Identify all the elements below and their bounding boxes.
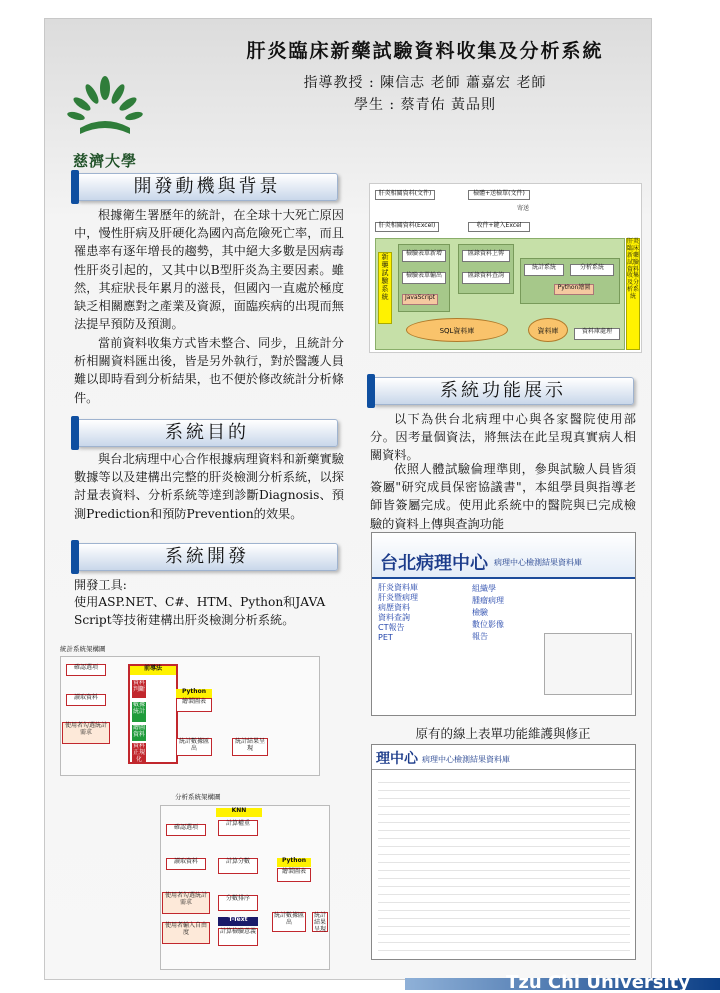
flow1-python: Python xyxy=(176,689,212,698)
university-logo xyxy=(64,76,146,171)
flow2-p4: 使用者輸入自由度 xyxy=(162,922,210,944)
arch-b9: 資料庫處理 xyxy=(574,328,620,340)
tools-label: 開發工具: xyxy=(74,578,127,592)
arch-db1: SQL資料庫 xyxy=(406,318,508,342)
screenshot1-subtitle: 病理中心檢測結果資料庫 xyxy=(494,558,582,567)
flow2-t1: 計算檢驗意義 xyxy=(218,928,258,946)
students: 學生 : 蔡青佑 黃品則 xyxy=(353,97,497,113)
arch-db2: 資料庫 xyxy=(528,318,568,342)
flow1-c1: 資料判斷 xyxy=(132,680,146,698)
tree-item: 組織學 xyxy=(472,584,496,593)
screenshot2-form-rows xyxy=(378,775,630,955)
poster-title: 肝炎臨床新藥試驗資料收集及分析系統 xyxy=(246,40,604,62)
arch-excel2: 收件+鍵入Excel xyxy=(468,222,530,232)
features-p2: 依照人體試驗倫理準則，參與試驗人員皆須簽屬"研究成員保密協議書"，本組學員與指導老師皆簽屬完成。使用此系統中的醫院與已完成檢驗的資料上傳與查詢功能 xyxy=(370,462,636,531)
arch-right-label: 肝炎臨床新藥試驗資料收集及分析系統 xyxy=(626,238,640,350)
tree-item: 資料查詢 xyxy=(378,613,410,622)
screenshot-caption: 原有的線上表單功能維護與修正 xyxy=(415,726,591,741)
tree-item: 腫瘤病理 xyxy=(472,596,504,605)
flow1-top: 前導法 xyxy=(130,666,176,675)
arch-b7: 分析系統 xyxy=(570,264,614,276)
heading-motivation: 開發動機與背景 xyxy=(76,173,338,201)
arch-b2: 檢驗表單輸出 xyxy=(402,272,446,284)
tree-item: 檢驗 xyxy=(472,608,488,617)
flow2-p3: 使用者勾選統計需求 xyxy=(162,892,210,914)
tree-item: CT報告 xyxy=(378,623,405,632)
screenshot1-site-title: 台北病理中心 xyxy=(380,553,488,574)
flow1-p3: 使用者勾選統計需求 xyxy=(62,722,110,744)
screenshot2-site-title: 理中心 xyxy=(376,751,418,767)
screenshot1-header xyxy=(372,533,635,579)
flow2-knn: KNN xyxy=(216,808,262,817)
flow2-p1: 確認選項 xyxy=(166,824,206,836)
flow2-k1: 計算權重 xyxy=(218,820,258,836)
flow1-d2: 統計數據匯出 xyxy=(176,738,212,756)
arch-excel1: 肝炎相關資料(Excel) xyxy=(375,222,439,232)
arch-mail: 寄送 xyxy=(516,205,529,212)
flow2-k2: 計算分數 xyxy=(218,858,258,874)
flow2-d3: 統計結果呈現 xyxy=(313,912,326,933)
screenshot2-subtitle: 病理中心檢測結果資料庫 xyxy=(422,755,510,764)
arch-left-label: 新藥試驗系統 xyxy=(378,252,392,324)
screenshot1-tree xyxy=(378,583,468,643)
flow2-python: Python xyxy=(277,858,311,867)
flow1-p1: 確認選項 xyxy=(66,664,106,676)
arch-b6: 統計系統 xyxy=(524,264,564,276)
flow2-d2: 統計數據匯出 xyxy=(272,912,306,932)
screenshot2-header xyxy=(372,745,635,770)
motivation-p2: 當前資料收集方式皆未整合、同步，且統計分析相關資料匯出後，皆是另外執行，對於醫護人員難以即時看到分析結果，也不便於修改統計分析條件。 xyxy=(74,336,344,405)
arch-doc2: 檢體+送檢單(文件) xyxy=(468,190,530,200)
flow1-d1: 繪製圖表 xyxy=(176,698,212,712)
flow1-c3: 繪圖資料 xyxy=(132,725,146,741)
flow1-c2: 數據統計 xyxy=(132,702,146,722)
flow2-p2: 讀取資料 xyxy=(166,858,206,870)
tree-item: PET xyxy=(378,633,393,642)
purpose-p1: 與台北病理中心合作根據病理資料和新藥實驗數據等以及建構出完整的肝炎檢測分析系統，以探討量表資料、分析系統等達到診斷Diagnosis、預測Prediction和預防Prevention的效果。 xyxy=(74,452,344,521)
flow2-k3: 分數排序 xyxy=(218,895,258,911)
footer-bar xyxy=(405,972,720,993)
flow1-p2: 讀取資料 xyxy=(66,694,106,706)
flow2-ttext: T-Text xyxy=(218,917,258,926)
tools-text: 使用ASP.NET、C#、HTM、Python和JAVA Script等技術建構出肝炎檢測分析系統。 xyxy=(74,595,326,628)
flow1-d3: 統計結果呈現 xyxy=(232,738,268,756)
tree-item: 數位影像 xyxy=(472,620,504,629)
screenshot1-tree2 xyxy=(472,583,542,643)
tree-item: 肝炎資料庫 xyxy=(378,583,418,592)
tree-item: 報告 xyxy=(472,632,488,641)
heading-purpose: 系統目的 xyxy=(76,419,338,447)
motivation-p1: 根據衛生署歷年的統計，在全球十大死亡原因中，慢性肝病及肝硬化為國內高危險死亡率，而且罹患率有逐年增長的趨勢，其中絕大多數是因病毒性肝炎引起的，又其中以B型肝炎為主要因素。雖然，其症狀長年累月的滋長，但國內一直處於極度缺乏相關應對之產業及資源，面臨疾病的出現而無法提早預防及預測。 xyxy=(74,208,344,332)
heading-features: 系統功能展示 xyxy=(372,377,634,405)
advisors: 指導教授 : 陳信志 老師 蕭嘉宏 老師 xyxy=(303,75,547,91)
flow1-label: 統計系統架構圖 xyxy=(60,645,106,653)
arch-b5: 匯錄資料查詢 xyxy=(462,272,510,284)
arch-doc1: 肝炎相關資料(文件) xyxy=(375,190,435,200)
flow2-label: 分析系統架構圖 xyxy=(175,793,221,801)
screenshot1-form xyxy=(544,633,632,695)
flow1-c4: 資料正規化 xyxy=(132,742,145,763)
arch-b8: Python繪圖 xyxy=(554,284,594,295)
features-p1: 以下為供台北病理中心與各家醫院使用部分。因考量個資法，將無法在此呈現真實病人相關資料。 xyxy=(370,412,636,463)
tree-item: 病歷資料 xyxy=(378,603,410,612)
arch-b1: 檢驗表單新增 xyxy=(402,250,446,262)
leaf-emblem-icon xyxy=(64,76,146,146)
tree-item: 肝炎暨病理 xyxy=(378,593,418,602)
arch-b3: JavaScript xyxy=(402,294,438,305)
heading-development: 系統開發 xyxy=(76,543,338,571)
logo-text: 慈濟大學 xyxy=(72,152,137,170)
flow2-d1: 繪製圖表 xyxy=(277,868,311,882)
arch-b4: 匯錄資料上傳 xyxy=(462,250,510,262)
screenshot-form xyxy=(371,744,636,960)
footer-text: Tzu Chi University xyxy=(506,972,690,993)
screenshot-database xyxy=(371,532,636,716)
